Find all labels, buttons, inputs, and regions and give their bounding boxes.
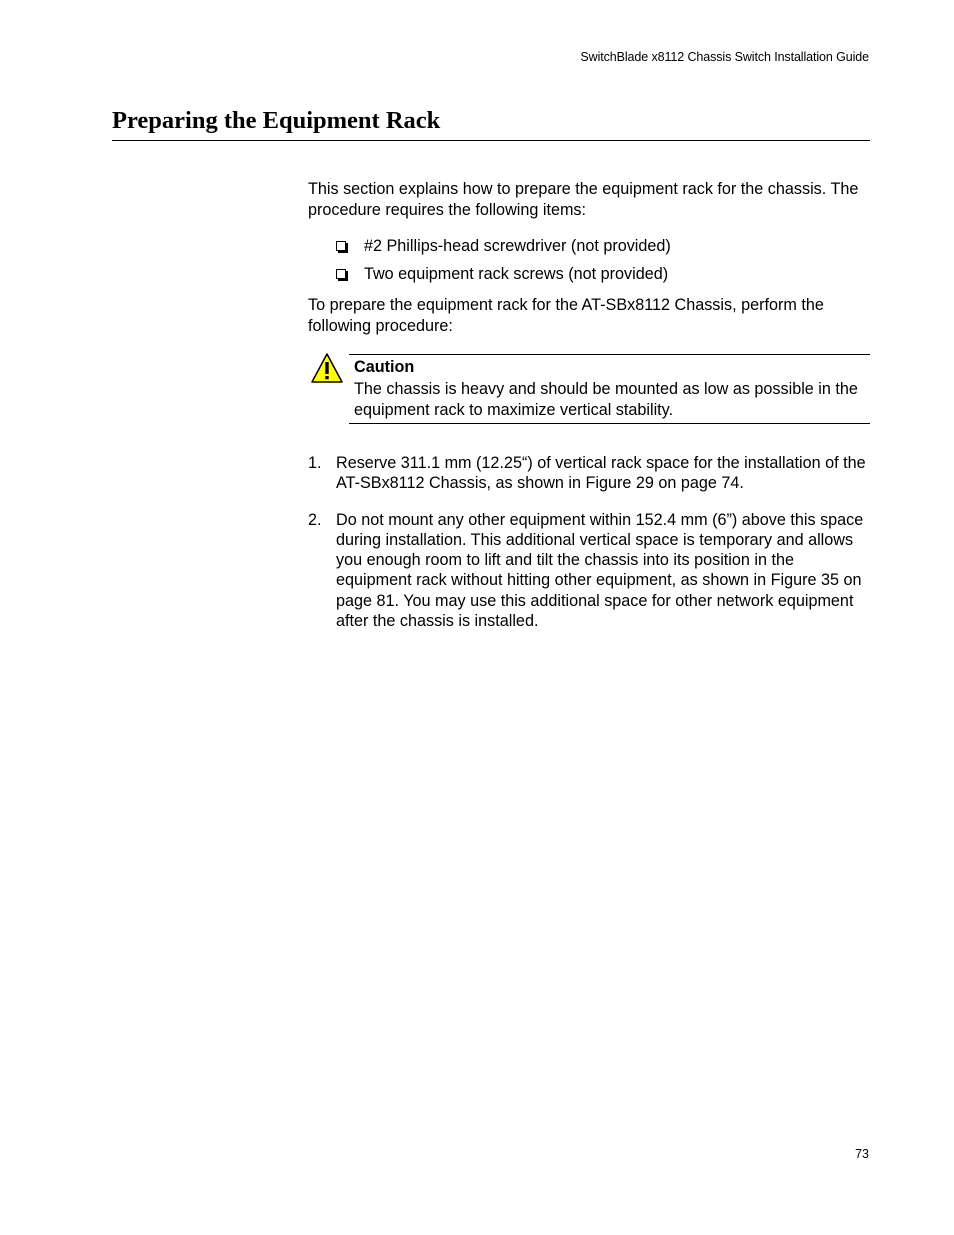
step-text: Do not mount any other equipment within 152.4 mm (6”) above this space during installation. This additional vertical space is temporary and allows you enough room to lift and tilt the chassis into its position in the equipment rack without hitting other equipment, as shown in Figure 35 on page 81. You may use this additional space for other network equipment after the chassis is installed. <box>336 510 864 631</box>
checkbox-bullet-icon <box>336 269 346 279</box>
list-item <box>336 264 671 292</box>
procedure-intro-paragraph: To prepare the equipment rack for the AT-SBx8112 Chassis, perform the following procedure: <box>308 296 824 335</box>
list-item <box>336 236 671 264</box>
caution-rule-bottom <box>349 423 870 424</box>
section-title: Preparing the Equipment Rack <box>112 107 441 134</box>
list-item-text: #2 Phillips-head screwdriver (not provided) <box>364 237 671 255</box>
warning-exclamation-dot <box>325 376 328 379</box>
list-item-text: Two equipment rack screws (not provided) <box>364 265 669 283</box>
caution-text: The chassis is heavy and should be mounted as low as possible in the equipment rack to maximize vertical stability. <box>354 380 858 419</box>
required-items-list <box>336 236 671 292</box>
procedure-steps <box>308 453 873 647</box>
caution-rule-top <box>349 354 870 355</box>
step-number: 2. <box>308 510 322 529</box>
step-item <box>308 453 873 494</box>
running-header: SwitchBlade x8112 Chassis Switch Installation Guide <box>580 50 869 64</box>
step-text: Reserve 311.1 mm (12.25“) of vertical rack space for the installation of the AT-SBx8112 Chassis, as shown in Figure 29 on page 74. <box>336 454 866 493</box>
step-number: 1. <box>308 454 322 472</box>
caution-title: Caution <box>354 358 415 376</box>
warning-icon <box>310 352 344 384</box>
page-number: 73 <box>855 1147 869 1161</box>
intro-paragraph: This section explains how to prepare the equipment rack for the chassis. The procedure requires the following items: <box>308 180 859 219</box>
step-item <box>308 510 873 632</box>
title-rule <box>112 140 870 141</box>
checkbox-bullet-icon <box>336 241 346 251</box>
warning-exclamation-bar <box>325 362 328 374</box>
